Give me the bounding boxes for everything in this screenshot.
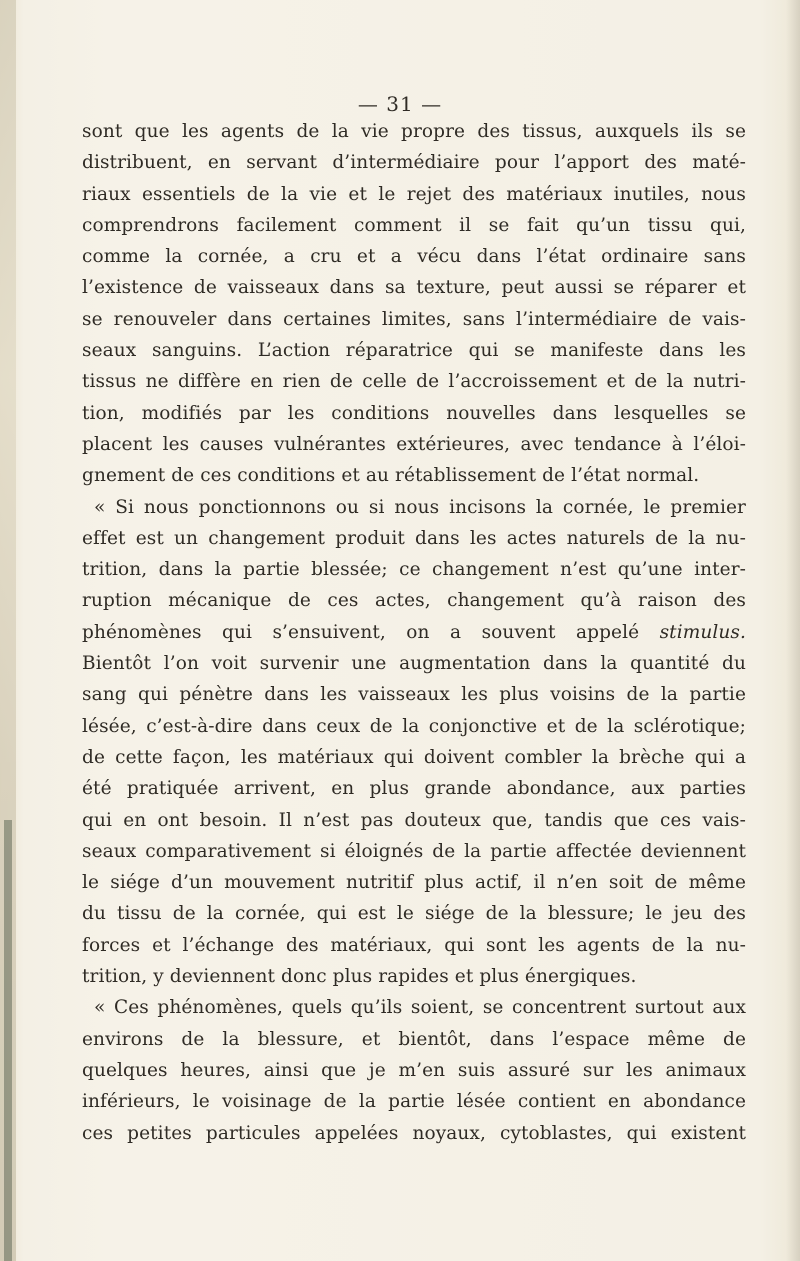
text-line: trition, y deviennent donc plus rapides et plus énergiques. — [82, 966, 637, 988]
text-line: Bientôt l’on voit survenir une augmentation dans la quantité du — [82, 653, 746, 675]
text-line: sont que les agents de la vie propre des tissus, auxquels ils se — [82, 121, 746, 142]
text-line: forces et l’échange des matériaux, qui sont les agents de la nu- — [82, 934, 746, 956]
text-line: sang qui pénètre dans les vaisseaux les plus voisins de la partie — [82, 684, 746, 706]
text-line: comme la cornée, a cru et a vécu dans l’état ordinaire sans — [82, 246, 746, 268]
text-line: l’existence de vaisseaux dans sa texture, peut aussi se réparer et — [82, 277, 746, 299]
text-line: ruption mécanique de ces actes, changement qu’à raison des — [82, 590, 746, 612]
text-line: placent les causes vulnérantes extérieures, avec tendance à l’éloi- — [82, 433, 746, 455]
text-line: quelques heures, ainsi que je m’en suis assuré sur les animaux — [82, 1059, 746, 1081]
text-line: été pratiquée arrivent, en plus grande abondance, aux parties — [82, 778, 746, 800]
page-binding-edge — [0, 0, 16, 1261]
paragraph-1 — [82, 116, 746, 492]
text-line: du tissu de la cornée, qui est le siége de la blessure; le jeu des — [82, 903, 746, 925]
text-line: riaux essentiels de la vie et le rejet des matériaux inutiles, nous — [82, 183, 746, 205]
text-line: trition, dans la partie blessée; ce changement n’est qu’une inter- — [82, 559, 746, 581]
text-line: seaux sanguins. L’action réparatrice qui se manifeste dans les — [82, 340, 746, 362]
paragraph-3 — [82, 992, 746, 1148]
text-line: seaux comparativement si éloignés de la partie affectée deviennent — [82, 840, 746, 862]
text-line: inférieurs, le voisinage de la partie lésée contient en abondance — [82, 1091, 746, 1113]
text-line-content: phénomènes qui s’ensuivent, on a souvent appelé — [82, 621, 660, 643]
text-line: qui en ont besoin. Il n’est pas douteux que, tandis que ces vais- — [82, 809, 746, 831]
text-line — [82, 492, 746, 523]
text-line: environs de la blessure, et bientôt, dans l’espace même de — [82, 1028, 746, 1050]
page-number: — 31 — — [357, 92, 443, 116]
text-line: gnement de ces conditions et au rétablissement de l’état normal. — [82, 465, 700, 487]
text-line: distribuent, en servant d’intermédiaire pour l’apport des maté- — [82, 152, 746, 174]
text-line: ces petites particules appelées noyaux, cytoblastes, qui existent — [82, 1122, 746, 1144]
text-line: le siége d’un mouvement nutritif plus actif, il n’en soit de même — [82, 872, 746, 894]
text-line: tissus ne diffère en rien de celle de l’accroissement et de la nutri- — [82, 371, 746, 393]
page-text — [82, 116, 746, 1149]
italic-term: stimulus. — [659, 621, 746, 643]
text-line-with-italic — [82, 617, 746, 648]
text-line: lésée, c’est-à-dire dans ceux de la conjonctive et de la sclérotique; — [82, 715, 746, 737]
text-line: tion, modifiés par les conditions nouvelles dans lesquelles se — [82, 402, 746, 424]
text-line-content: « Ces phénomènes, quels qu’ils soient, se concentrent surtout aux — [94, 997, 746, 1019]
page-right-shadow — [786, 0, 800, 1261]
text-line: de cette façon, les matériaux qui doivent combler la brèche qui a — [82, 746, 746, 768]
text-line: comprendrons facilement comment il se fait qu’un tissu qui, — [82, 214, 746, 236]
paragraph-2 — [82, 492, 746, 993]
text-line-content: « Si nous ponctionnons ou si nous incisons la cornée, le premier — [94, 496, 746, 518]
text-line — [82, 992, 746, 1023]
text-line: effet est un changement produit dans les actes naturels de la nu- — [82, 527, 746, 549]
text-line: se renouveler dans certaines limites, sans l’intermédiaire de vais- — [82, 308, 746, 330]
